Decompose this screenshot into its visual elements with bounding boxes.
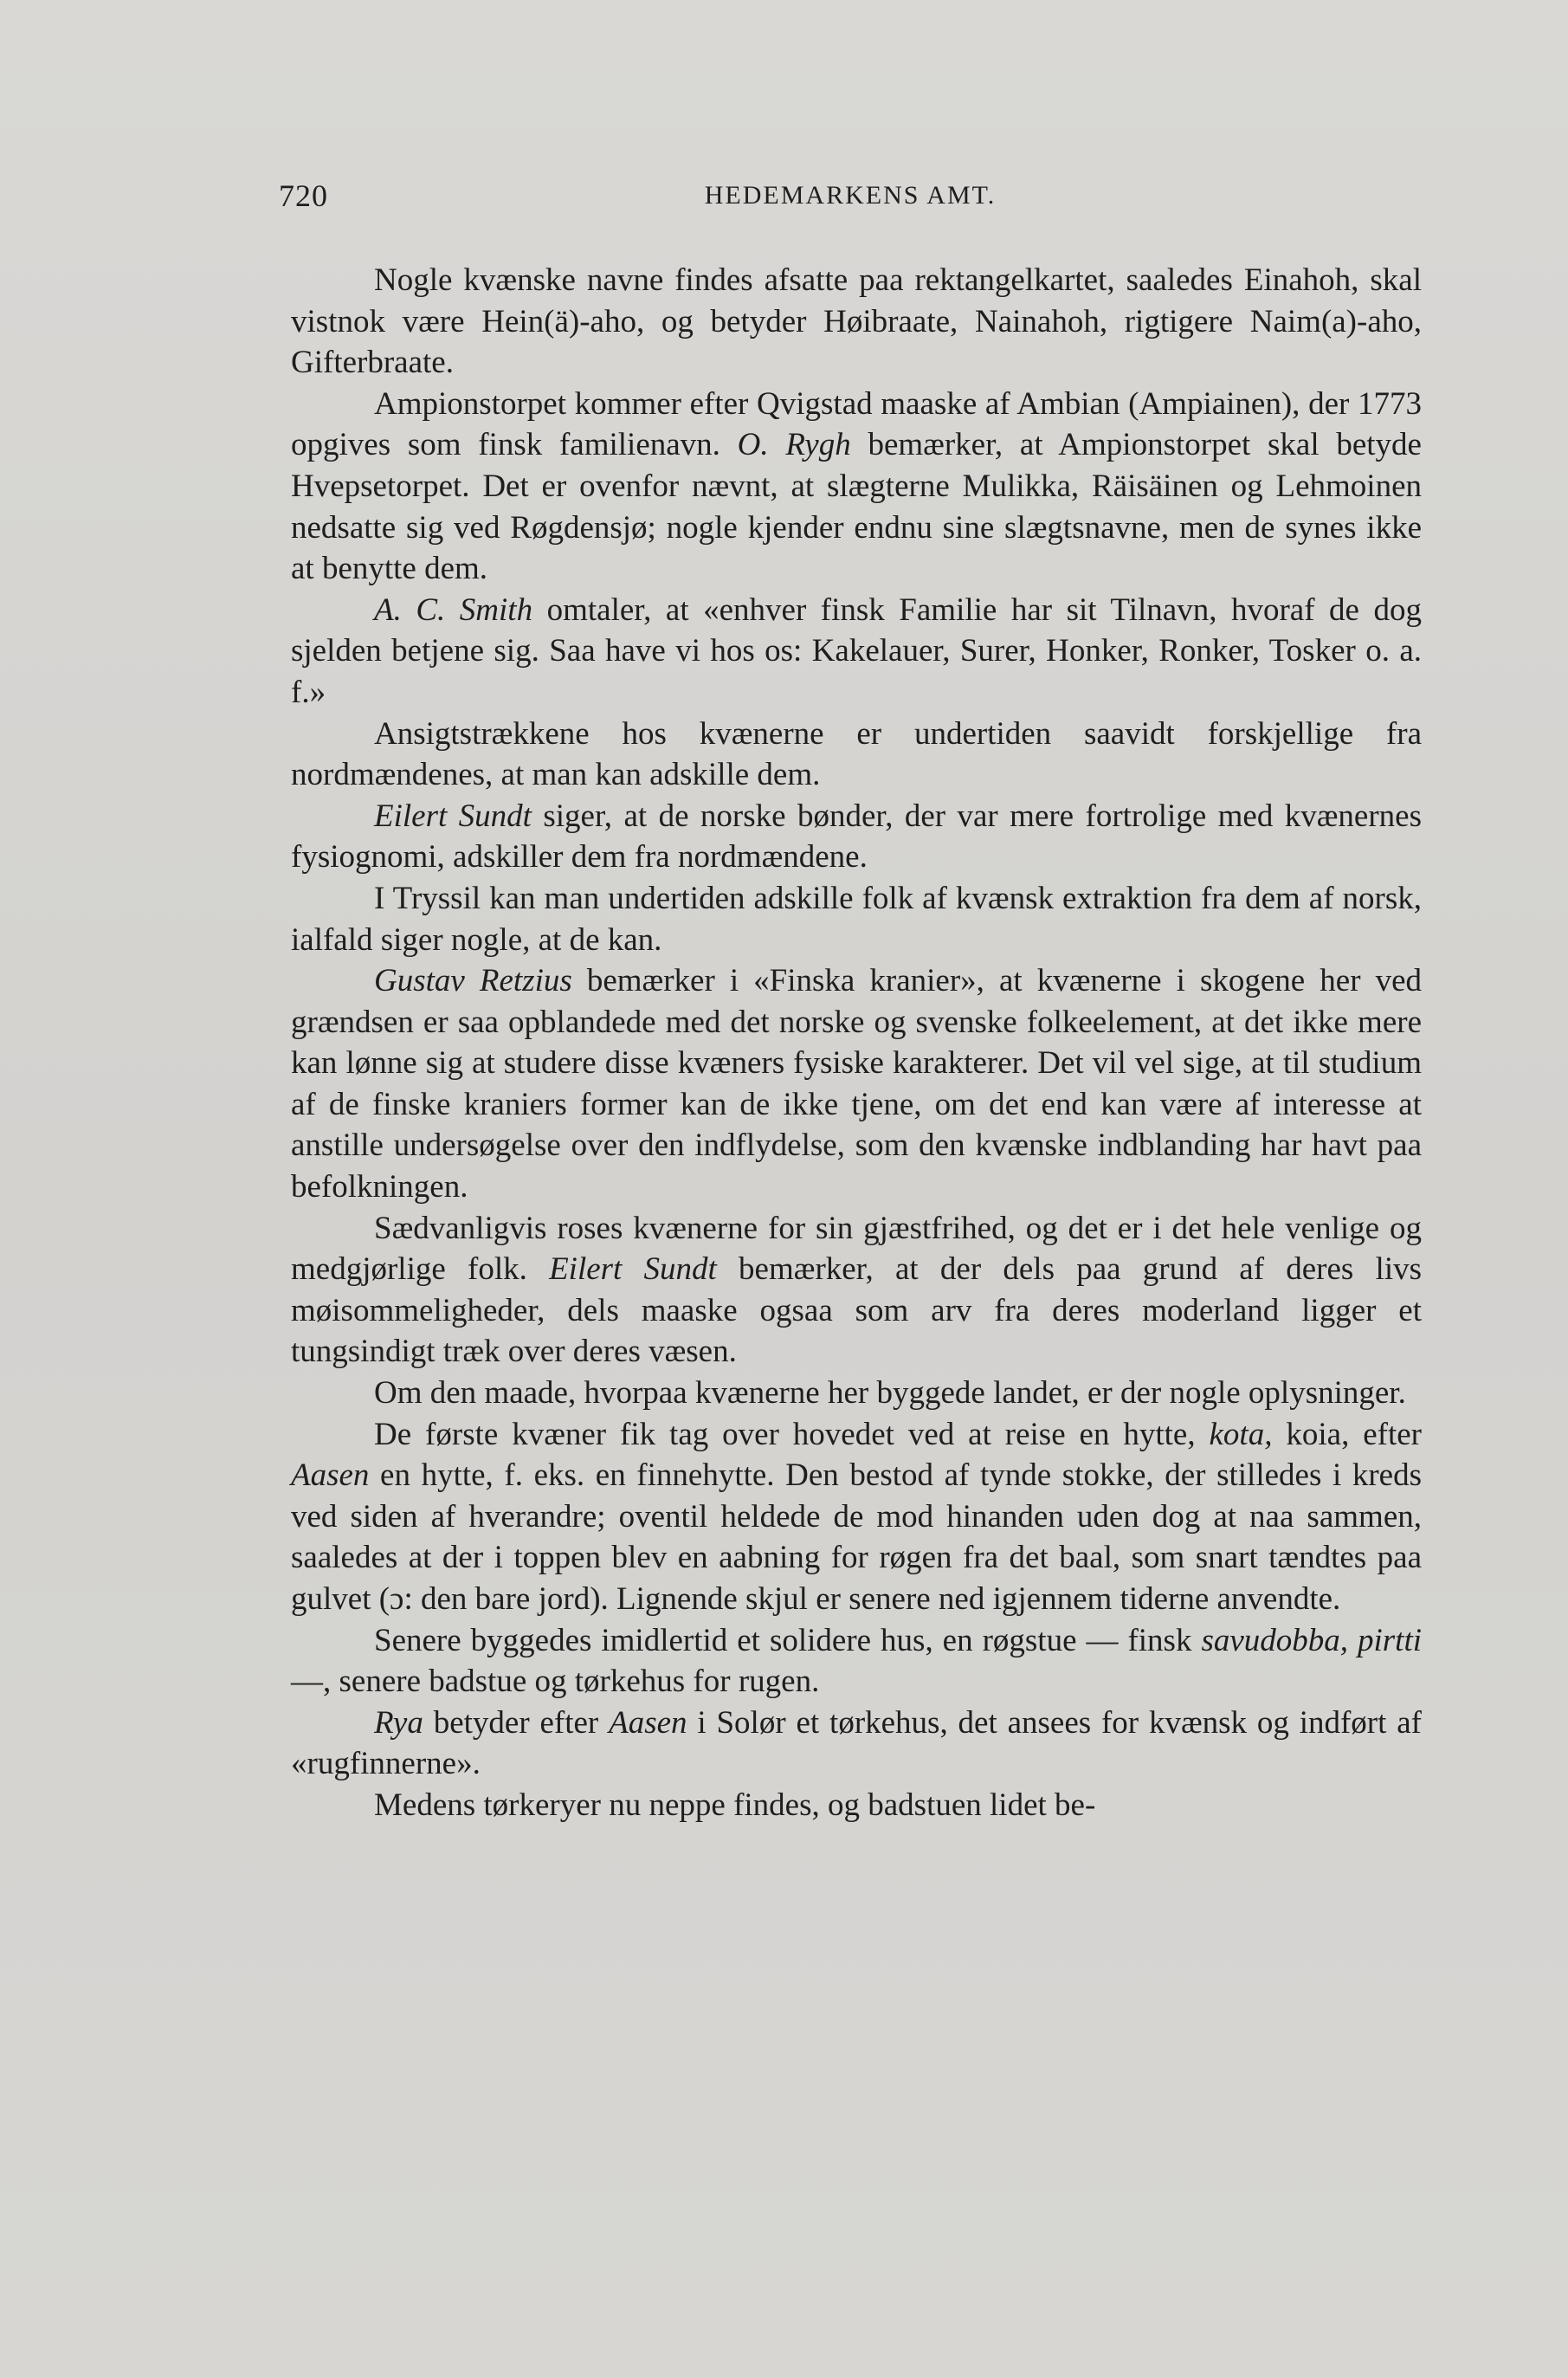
text-run: Nogle kvænske navne findes afsatte paa rektangelkartet, saaledes Einahoh, skal vistnok være Hein(ä)-aho, og betyder Høibraate, Nainahoh, rigtigere Naim(a)-aho, Gifterbraate. <box>291 262 1422 381</box>
italic-text: Eilert Sundt <box>549 1251 717 1288</box>
paragraph <box>291 1373 1422 1414</box>
italic-text: Aasen <box>291 1457 370 1494</box>
running-head: HEDEMARKENS AMT. <box>704 181 997 210</box>
text-run: betyder efter <box>423 1704 610 1741</box>
text-run: —, senere badstue og tørkehus for rugen. <box>291 1664 820 1700</box>
italic-text: Gustav Retzius <box>374 963 572 999</box>
italic-text: kota, <box>1209 1416 1273 1452</box>
paragraph <box>291 1208 1422 1373</box>
paragraph <box>291 960 1422 1208</box>
italic-text: Aasen <box>609 1704 687 1741</box>
text-run: Medens tørkeryer nu neppe findes, og badstuen lidet be- <box>374 1787 1096 1823</box>
text-run: Om den maade, hvorpaa kvænerne her byggede landet, er der nogle oplysninger. <box>374 1375 1406 1412</box>
text-run: koia, efter <box>1272 1416 1422 1452</box>
paragraph <box>291 1785 1422 1826</box>
text-run: bemærker, at Ampionstorpet skal betyde Hvepsetorpet. Det er ovenfor nævnt, at slægterne Mulikka, Räisäinen og Lehmoinen nedsatte sig ved Røgdensjø; nogle kjender endnu sine slægtsnavne, men de synes ikke at benytte dem. <box>291 427 1422 587</box>
italic-text: savudobba, pirtti <box>1201 1622 1423 1658</box>
italic-text: A. C. Smith <box>374 591 533 628</box>
body-text <box>291 260 1422 1826</box>
italic-text: Rya <box>374 1704 423 1741</box>
text-run: De første kvæner fik tag over hovedet ved at reise en hytte, <box>374 1416 1210 1452</box>
text-run: en hytte, f. eks. en finnehytte. Den bestod af tynde stokke, der stilledes i kreds ved siden af hverandre; oventil heldede de mod hinanden uden dog at naa sammen, saaledes at der i toppen blev en aabning for røgen fra det baal, som snart tændtes paa gulvet (ɔ: den bare jord). Lignende skjul er senere ned igjennem tiderne anvendte. <box>291 1457 1422 1617</box>
paragraph <box>291 1414 1422 1620</box>
text-run: Sædvanligvis roses kvænerne for sin gjæstfrihed, og det er i det hele venlige og medgjørlige folk. <box>291 1210 1422 1288</box>
text-run: i Solør et tørkehus, det ansees for kvænsk og indført af «rugfinnerne». <box>291 1704 1422 1782</box>
paragraph <box>291 590 1422 714</box>
paragraph <box>291 260 1422 384</box>
text-run: bemærker, at der dels paa grund af deres livs møisommeligheder, dels maaske ogsaa som arv fra deres moderland ligger et tungsindigt træk over deres væsen. <box>291 1251 1422 1370</box>
page-number: 720 <box>279 178 328 213</box>
text-run: omtaler, at «enhver finsk Familie har sit Tilnavn, hvoraf de dog sjelden betjene sig. Saa have vi hos os: Kakelauer, Surer, Honker, Ronker, Tosker o. a. f.» <box>291 591 1422 710</box>
text-run: Ampionstorpet kommer efter Qvigstad maaske af Ambian (Ampiainen), der 1773 opgives som finsk familienavn. <box>291 385 1422 463</box>
paragraph <box>291 1703 1422 1785</box>
paragraph <box>291 714 1422 796</box>
paragraph <box>291 878 1422 960</box>
text-run: I Tryssil kan man undertiden adskille folk af kvænsk extraktion fra dem af norsk, ialfald siger nogle, at de kan. <box>291 880 1422 958</box>
text-run: siger, at de norske bønder, der var mere fortrolige med kvænernes fysiognomi, adskiller dem fra nordmændene. <box>291 798 1422 876</box>
paragraph <box>291 384 1422 590</box>
paragraph <box>291 1620 1422 1703</box>
text-run: Senere byggedes imidlertid et solidere hus, en røgstue — finsk <box>374 1622 1202 1658</box>
paragraph <box>291 796 1422 878</box>
italic-text: Eilert Sundt <box>374 798 532 834</box>
italic-text: O. Rygh <box>737 427 851 463</box>
text-run: Ansigtstrækkene hos kvænerne er undertiden saavidt forskjellige fra nordmændenes, at man kan adskille dem. <box>291 715 1422 793</box>
text-run: bemærker i «Finska kranier», at kvænerne i skogene her ved grændsen er saa opblandede med det norske og svenske folkeelement, at det ikke mere kan lønne sig at studere disse kvæners fysiske karakterer. Det vil vel sige, at til studium af de finske kraniers former kan de ikke tjene, om det end kan være af interesse at anstille undersøgelse over den indflydelse, som den kvænske indblanding har havt paa befolkningen. <box>291 963 1422 1205</box>
page-header <box>279 178 1422 229</box>
